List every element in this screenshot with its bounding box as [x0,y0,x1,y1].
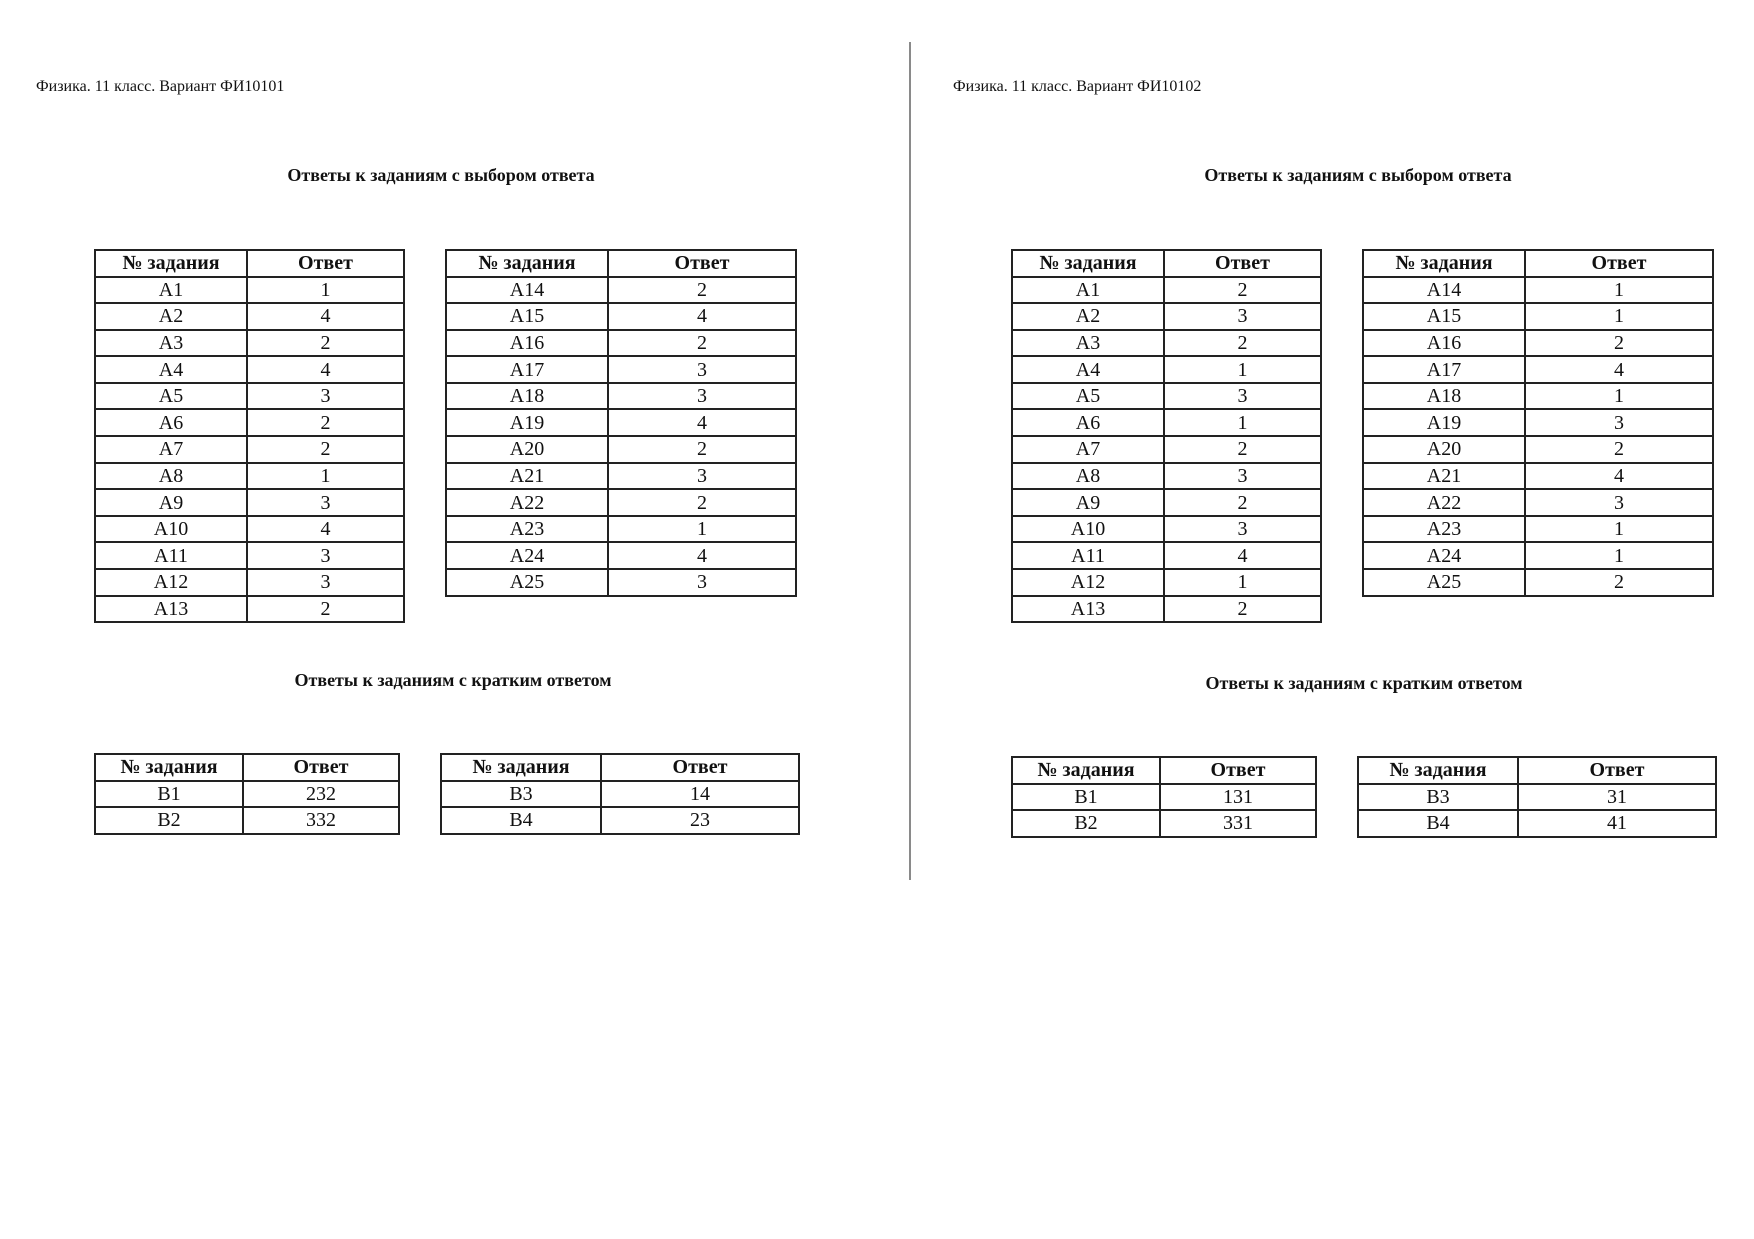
answer-cell: 41 [1518,810,1716,837]
table-row [95,277,404,304]
sa-answers-title: Ответы к заданиям с кратким ответом [1205,673,1523,693]
table-row [95,542,404,569]
answer-cell: 4 [1525,356,1713,383]
table-row [1012,516,1321,543]
answer-cell: 2 [1525,569,1713,596]
answer-cell: 1 [247,277,404,304]
sa-table-right [440,753,800,835]
answer-cell: 1 [247,463,404,490]
answer-cell: 3 [247,489,404,516]
answer-cell: 23 [601,807,799,834]
table-row [1012,409,1321,436]
task-number-cell: A5 [1012,383,1164,410]
table-header-row [446,250,796,277]
task-number-cell: B2 [95,807,243,834]
table-row [95,489,404,516]
table-row [446,409,796,436]
column-header-answer: Ответ [1518,757,1716,784]
task-number-cell: B1 [95,781,243,808]
table-header-row [95,754,399,781]
answer-cell: 3 [1164,383,1321,410]
table-header-row [441,754,799,781]
answer-cell: 4 [247,516,404,543]
table-row [441,781,799,808]
answer-cell: 3 [247,383,404,410]
table-row [441,807,799,834]
task-number-cell: B1 [1012,784,1160,811]
answer-cell: 2 [1164,330,1321,357]
task-number-cell: A19 [446,409,608,436]
answer-cell: 3 [247,569,404,596]
task-number-cell: A2 [1012,303,1164,330]
table-row [1012,489,1321,516]
task-number-cell: A15 [1363,303,1525,330]
task-number-cell: A5 [95,383,247,410]
task-number-cell: B3 [441,781,601,808]
task-number-cell: A18 [446,383,608,410]
table-row [1012,810,1316,837]
task-number-cell: A17 [446,356,608,383]
answer-cell: 31 [1518,784,1716,811]
table-row [1363,489,1713,516]
table-row [1363,463,1713,490]
table-row [1012,303,1321,330]
answer-cell: 2 [608,277,796,304]
mc-table-left [1011,249,1322,623]
answer-cell: 4 [247,303,404,330]
table-row [446,463,796,490]
task-number-cell: A7 [95,436,247,463]
answer-cell: 14 [601,781,799,808]
task-number-cell: A15 [446,303,608,330]
column-header-answer: Ответ [1160,757,1316,784]
column-header-answer: Ответ [608,250,796,277]
table-row [1012,330,1321,357]
column-header-task: № задания [1012,250,1164,277]
task-number-cell: A24 [1363,542,1525,569]
answer-cell: 3 [608,569,796,596]
answer-cell: 2 [247,330,404,357]
answer-cell: 2 [247,436,404,463]
mc-answers-title: Ответы к заданиям с выбором ответа [287,165,595,185]
answer-cell: 4 [608,409,796,436]
task-number-cell: A12 [1012,569,1164,596]
column-header-answer: Ответ [601,754,799,781]
task-number-cell: A25 [446,569,608,596]
table-row [95,781,399,808]
answer-cell: 1 [1525,542,1713,569]
table-row [446,542,796,569]
task-number-cell: A23 [1363,516,1525,543]
table-row [95,409,404,436]
table-row [1363,356,1713,383]
answer-cell: 1 [1525,383,1713,410]
answer-cell: 4 [608,303,796,330]
table-row [1358,810,1716,837]
answer-cell: 1 [1525,516,1713,543]
task-number-cell: A9 [95,489,247,516]
answer-cell: 4 [608,542,796,569]
table-row [1363,303,1713,330]
task-number-cell: A11 [95,542,247,569]
task-number-cell: A7 [1012,436,1164,463]
answer-cell: 331 [1160,810,1316,837]
task-number-cell: B4 [441,807,601,834]
table-row [446,356,796,383]
table-row [446,383,796,410]
table-row [1012,277,1321,304]
task-number-cell: A8 [95,463,247,490]
variant-2 [917,0,1754,1239]
task-number-cell: A20 [1363,436,1525,463]
page-header: Физика. 11 класс. Вариант ФИ10102 [953,78,1202,95]
mc-table-left [94,249,405,623]
answer-cell: 1 [1164,569,1321,596]
answer-cell: 4 [247,356,404,383]
task-number-cell: A18 [1363,383,1525,410]
task-number-cell: A4 [1012,356,1164,383]
answer-cell: 1 [1525,277,1713,304]
table-row [1012,463,1321,490]
table-row [1363,436,1713,463]
table-row [95,436,404,463]
task-number-cell: A23 [446,516,608,543]
table-row [1363,516,1713,543]
answer-cell: 2 [608,489,796,516]
column-header-answer: Ответ [1525,250,1713,277]
answer-cell: 4 [1164,542,1321,569]
answer-cell: 3 [1164,516,1321,543]
task-number-cell: A10 [1012,516,1164,543]
answer-cell: 1 [1525,303,1713,330]
table-header-row [1358,757,1716,784]
task-number-cell: A22 [1363,489,1525,516]
task-number-cell: A11 [1012,542,1164,569]
answer-cell: 2 [608,436,796,463]
task-number-cell: B3 [1358,784,1518,811]
answer-cell: 2 [1164,436,1321,463]
column-header-answer: Ответ [1164,250,1321,277]
task-number-cell: A10 [95,516,247,543]
table-row [95,330,404,357]
answer-cell: 3 [247,542,404,569]
table-row [1012,784,1316,811]
task-number-cell: A20 [446,436,608,463]
table-row [1363,277,1713,304]
table-header-row [1012,250,1321,277]
table-row [95,356,404,383]
task-number-cell: A3 [1012,330,1164,357]
answer-cell: 2 [1525,436,1713,463]
table-row [95,596,404,623]
table-row [1012,569,1321,596]
task-number-cell: A6 [95,409,247,436]
task-number-cell: A16 [1363,330,1525,357]
mc-table-right [1362,249,1714,597]
task-number-cell: A24 [446,542,608,569]
table-row [1012,542,1321,569]
table-row [446,277,796,304]
mc-table-right [445,249,797,597]
column-header-answer: Ответ [247,250,404,277]
task-number-cell: A16 [446,330,608,357]
table-row [95,463,404,490]
task-number-cell: A12 [95,569,247,596]
sa-answers-title: Ответы к заданиям с кратким ответом [294,670,612,690]
table-row [446,516,796,543]
sa-table-right [1357,756,1717,838]
column-header-task: № задания [441,754,601,781]
table-row [1358,784,1716,811]
answer-cell: 332 [243,807,399,834]
answer-cell: 1 [608,516,796,543]
page-header: Физика. 11 класс. Вариант ФИ10101 [36,78,285,95]
table-row [1012,596,1321,623]
answer-cell: 2 [608,330,796,357]
task-number-cell: A14 [1363,277,1525,304]
task-number-cell: A1 [95,277,247,304]
task-number-cell: A9 [1012,489,1164,516]
table-row [95,303,404,330]
answer-cell: 3 [1164,303,1321,330]
table-header-row [1012,757,1316,784]
table-row [1363,569,1713,596]
table-header-row [95,250,404,277]
answer-cell: 3 [1525,409,1713,436]
table-row [95,383,404,410]
answer-cell: 3 [608,383,796,410]
sa-table-left [1011,756,1317,838]
answer-cell: 232 [243,781,399,808]
task-number-cell: A13 [95,596,247,623]
answer-cell: 2 [1164,489,1321,516]
table-row [1363,330,1713,357]
answer-cell: 2 [1164,596,1321,623]
answer-cell: 3 [608,463,796,490]
task-number-cell: A13 [1012,596,1164,623]
column-header-answer: Ответ [243,754,399,781]
table-row [446,330,796,357]
task-number-cell: A4 [95,356,247,383]
task-number-cell: A2 [95,303,247,330]
column-header-task: № задания [95,250,247,277]
task-number-cell: A25 [1363,569,1525,596]
table-row [95,516,404,543]
table-row [95,807,399,834]
column-header-task: № задания [1012,757,1160,784]
column-header-task: № задания [1358,757,1518,784]
task-number-cell: A1 [1012,277,1164,304]
answer-cell: 3 [608,356,796,383]
table-row [446,303,796,330]
answer-cell: 131 [1160,784,1316,811]
answer-cell: 2 [1164,277,1321,304]
answer-cell: 2 [247,409,404,436]
answer-cell: 3 [1525,489,1713,516]
task-number-cell: A21 [1363,463,1525,490]
task-number-cell: A6 [1012,409,1164,436]
task-number-cell: A8 [1012,463,1164,490]
answer-cell: 2 [247,596,404,623]
task-number-cell: A3 [95,330,247,357]
table-row [446,489,796,516]
table-row [1363,542,1713,569]
table-row [1363,409,1713,436]
column-header-task: № задания [95,754,243,781]
column-header-task: № задания [1363,250,1525,277]
answer-cell: 3 [1164,463,1321,490]
table-row [446,569,796,596]
sa-table-left [94,753,400,835]
table-row [1363,383,1713,410]
answer-cell: 4 [1525,463,1713,490]
answer-cell: 1 [1164,356,1321,383]
task-number-cell: A22 [446,489,608,516]
answer-cell: 2 [1525,330,1713,357]
table-header-row [1363,250,1713,277]
task-number-cell: A21 [446,463,608,490]
table-row [95,569,404,596]
table-row [1012,356,1321,383]
table-row [1012,383,1321,410]
answer-cell: 1 [1164,409,1321,436]
task-number-cell: B4 [1358,810,1518,837]
task-number-cell: A19 [1363,409,1525,436]
table-row [1012,436,1321,463]
task-number-cell: A17 [1363,356,1525,383]
mc-answers-title: Ответы к заданиям с выбором ответа [1204,165,1512,185]
table-row [446,436,796,463]
task-number-cell: A14 [446,277,608,304]
task-number-cell: B2 [1012,810,1160,837]
column-header-task: № задания [446,250,608,277]
